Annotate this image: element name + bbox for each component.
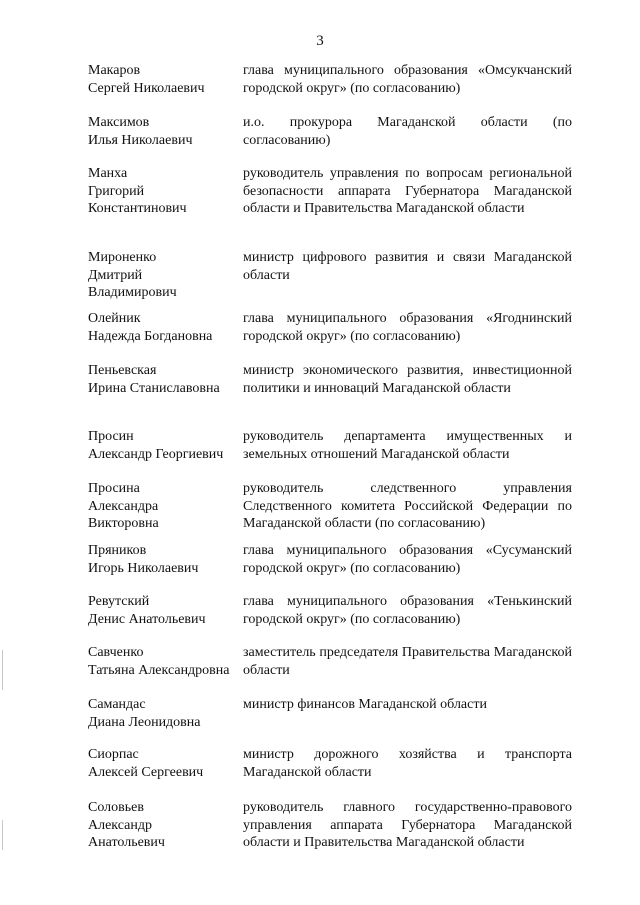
surname: Просина [88,481,140,496]
person-name [88,249,240,302]
person-name [88,362,240,397]
person-role: глава муниципального образования «Омсукчанский городской округ» (по согласованию) [243,63,572,96]
list-item [88,542,572,593]
person-name [88,799,240,852]
person-name [88,593,240,628]
given-names: Надежда Богдановна [88,328,213,344]
given-name: Александр [88,817,152,833]
given-name: Григорий [88,183,145,199]
person-name [88,428,240,463]
surname: Пеньевская [88,363,157,378]
given-name: Александра [88,498,159,514]
list-item [88,644,572,696]
person-name [88,746,240,781]
person-role: министр финансов Магаданской области [243,697,487,712]
list-item [88,593,572,644]
list-item [88,799,572,857]
surname: Соловьев [88,800,144,815]
page-number: 3 [316,33,324,49]
surname: Макаров [88,63,141,78]
given-names: Татьяна Александровна [88,662,230,678]
given-names: Сергей Николаевич [88,80,205,96]
member-list [88,62,572,857]
surname: Просин [88,429,134,444]
surname: Сиорпас [88,747,139,762]
surname: Самандас [88,697,146,712]
list-item [88,310,572,362]
person-role: руководитель следственного управления Следственного комитета Российской Федерации по Магаданской области (по согласованию) [243,481,572,532]
person-name [88,165,240,218]
patronymic: Владимирович [88,285,177,301]
list-item [88,165,572,249]
person-name [88,310,240,345]
given-names: Денис Анатольевич [88,611,206,627]
person-name [88,696,240,731]
person-name [88,480,240,533]
list-item [88,362,572,428]
person-name [88,62,240,97]
scan-edge-mark [2,650,3,690]
surname: Савченко [88,645,144,660]
surname: Максимов [88,115,150,130]
person-role: руководитель управления по вопросам региональной безопасности аппарата Губернатора Магаданской области и Правительства Магаданской области [243,166,572,217]
person-role: министр цифрового развития и связи Магаданской области [243,250,572,283]
person-role: глава муниципального образования «Сусуманский городской округ» (по согласованию) [243,543,572,576]
list-item [88,696,572,746]
list-item [88,249,572,310]
patronymic: Анатольевич [88,835,165,851]
given-names: Александр Георгиевич [88,446,224,462]
list-item [88,114,572,165]
given-names: Диана Леонидовна [88,714,201,730]
person-role: министр экономического развития, инвестиционной политики и инноваций Магаданской области [243,363,572,396]
given-names: Ирина Станиславовна [88,380,220,396]
list-item [88,480,572,542]
given-names: Игорь Николаевич [88,560,199,576]
person-name [88,644,240,679]
given-names: Илья Николаевич [88,132,193,148]
surname: Манха [88,166,128,181]
person-role: руководитель департамента имущественных и земельных отношений Магаданской области [243,429,572,462]
patronymic: Константинович [88,201,187,217]
person-role: руководитель главного государственно-правового управления аппарата Губернатора Магаданской области и Правительства Магаданской области [243,800,572,851]
list-item [88,428,572,480]
patronymic: Викторовна [88,516,159,532]
given-names: Алексей Сергеевич [88,764,204,780]
surname: Олейник [88,311,141,326]
scan-edge-mark [2,820,3,850]
person-role: министр дорожного хозяйства и транспорта Магаданской области [243,747,572,780]
given-name: Дмитрий [88,267,143,283]
surname: Мироненко [88,250,157,265]
person-role: заместитель председателя Правительства Магаданской области [243,645,572,678]
list-item [88,62,572,114]
person-role: глава муниципального образования «Тенькинский городской округ» (по согласованию) [243,594,572,627]
person-name [88,542,240,577]
person-name [88,114,240,149]
surname: Пряников [88,543,147,558]
person-role: глава муниципального образования «Ягоднинский городской округ» (по согласованию) [243,311,572,344]
surname: Ревутский [88,594,150,609]
list-item [88,746,572,799]
person-role: и.о. прокурора Магаданской области (по согласованию) [243,115,572,148]
